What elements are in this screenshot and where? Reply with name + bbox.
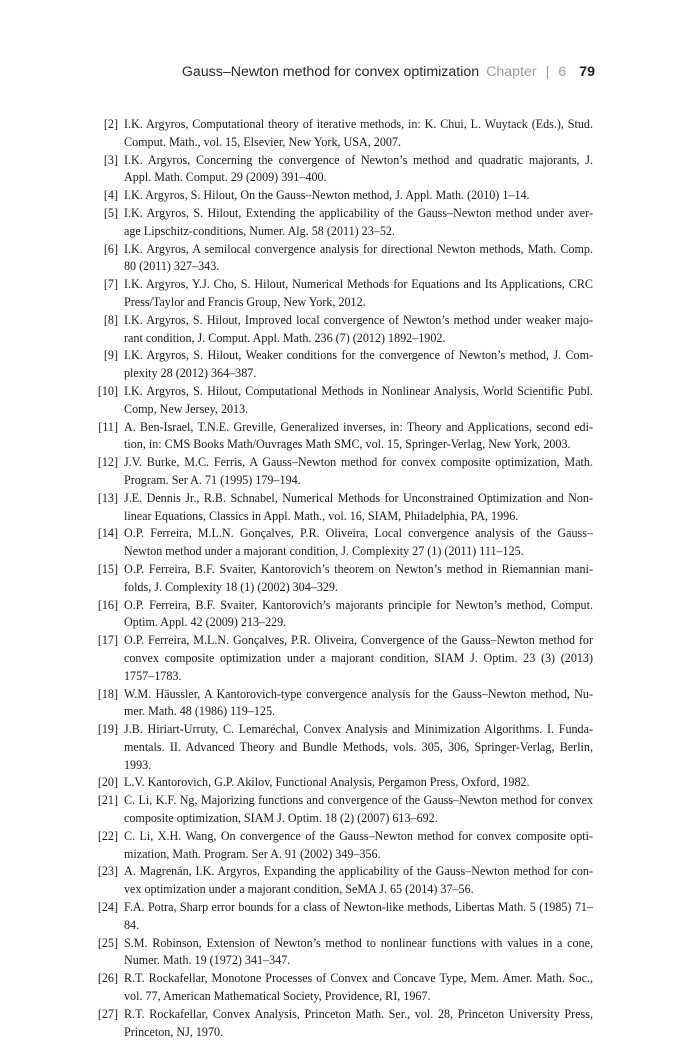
reference-number: [15] xyxy=(97,561,118,576)
running-title: Gauss–Newton method for convex optimization xyxy=(181,64,480,80)
reference-list xyxy=(93,116,593,1041)
reference-text: R.T. Rockafellar, Monotone Processes of Convex and Concave Type, Mem. Amer. Math. Soc., vol. 77, American Mathematical Society, Providence, RI, 1967. xyxy=(124,971,593,1004)
reference-text: I.K. Argyros, S. Hilout, Weaker conditions for the convergence of Newton’s method, J. Com-plexity 28 (2012) 364–387. xyxy=(124,348,593,381)
reference-text: I.K. Argyros, Y.J. Cho, S. Hilout, Numerical Methods for Equations and Its Applications, CRC Press/Taylor and Francis Group, New York, 2012. xyxy=(124,277,593,309)
reference-number: [18] xyxy=(97,686,118,701)
reference-number: [20] xyxy=(97,775,118,790)
reference-entry xyxy=(93,774,593,792)
reference-entry xyxy=(93,632,593,685)
reference-number: [26] xyxy=(97,971,118,986)
reference-number: [25] xyxy=(97,935,118,950)
reference-text: O.P. Ferreira, B.F. Svaiter, Kantorovich’s majorants principle for Newton’s method, Comput. Optim. Appl. 42 (2009) 213–229. xyxy=(124,597,593,630)
reference-entry xyxy=(93,383,593,419)
reference-number: [19] xyxy=(97,722,118,737)
reference-text: O.P. Ferreira, M.L.N. Gonçalves, P.R. Oliveira, Convergence of the Gauss–Newton method for convex composite optimization under a majorant condition, SIAM J. Optim. 23 (3) (2013) 1757–1783. xyxy=(124,633,593,683)
reference-entry xyxy=(93,454,593,490)
reference-number: [2] xyxy=(103,117,118,131)
reference-number: [9] xyxy=(103,348,118,363)
reference-entry xyxy=(93,686,593,722)
reference-entry xyxy=(93,187,593,205)
reference-text: A. Magrenán, I.K. Argyros, Expanding the applicability of the Gauss–Newton method for con-vex optimization under a majorant condition, SeMA J. 65 (2014) 37–56. xyxy=(124,864,593,897)
reference-number: [11] xyxy=(98,419,118,434)
reference-text: I.K. Argyros, S. Hilout, Extending the applicability of the Gauss–Newton method under aver-age Lipschitz-conditions, Numer. Alg. 58 (2011) 23–52. xyxy=(124,205,593,238)
reference-text: I.K. Argyros, Computational theory of iterative methods, in: K. Chui, L. Wuytack (Eds.), Stud. Comput. Math., vol. 15, Elsevier, New York, USA, 2007. xyxy=(124,117,593,149)
reference-text: I.K. Argyros, S. Hilout, Improved local convergence of Newton’s method under weaker majo-rant condition, J. Comput. Appl. Math. 236 (7) (2012) 1892–1902. xyxy=(124,312,593,345)
reference-number: [3] xyxy=(103,152,118,167)
chapter-label: Chapter xyxy=(486,64,537,80)
reference-text: O.P. Ferreira, B.F. Svaiter, Kantorovich’s theorem on Newton’s method in Riemannian mani-folds, J. Complexity 18 (1) (2002) 304–329. xyxy=(124,561,593,594)
reference-entry xyxy=(93,561,593,597)
reference-entry xyxy=(93,490,593,526)
reference-text: I.K. Argyros, S. Hilout, On the Gauss–Newton method, J. Appl. Math. (2010) 1–14. xyxy=(124,188,530,203)
reference-entry xyxy=(93,205,593,241)
reference-number: [22] xyxy=(97,828,118,843)
reference-text: S.M. Robinson, Extension of Newton’s method to nonlinear functions with values in a cone, Numer. Math. 19 (1972) 341–347. xyxy=(124,935,593,968)
reference-entry xyxy=(93,828,593,864)
reference-text: J.E. Dennis Jr., R.B. Schnabel, Numerical Methods for Unconstrained Optimization and Non-linear Equations, Classics in Appl. Math., vol. 16, SIAM, Philadelphia, PA, 1996. xyxy=(124,490,593,523)
reference-text: J.V. Burke, M.C. Ferris, A Gauss–Newton method for convex composite optimization, Math. Program. Ser A. 71 (1995) 179–194. xyxy=(124,455,593,487)
reference-entry xyxy=(93,970,593,1006)
reference-entry xyxy=(93,863,593,899)
reference-entry xyxy=(93,721,593,774)
chapter-number: 6 xyxy=(558,64,567,80)
reference-number: [6] xyxy=(103,241,118,256)
reference-number: [5] xyxy=(103,205,118,220)
reference-number: [10] xyxy=(97,383,118,398)
reference-entry xyxy=(93,312,593,348)
reference-entry xyxy=(93,597,593,633)
reference-number: [17] xyxy=(97,633,118,648)
reference-number: [23] xyxy=(97,864,118,879)
reference-text: C. Li, K.F. Ng, Majorizing functions and convergence of the Gauss–Newton method for convex composite optimization, SIAM J. Optim. 18 (2) (2007) 613–692. xyxy=(124,793,593,826)
reference-text: I.K. Argyros, A semilocal convergence analysis for directional Newton methods, Math. Comp. 80 (2011) 327–343. xyxy=(124,241,593,274)
reference-entry xyxy=(93,935,593,971)
reference-entry xyxy=(93,792,593,828)
reference-entry xyxy=(93,241,593,277)
page-number: 79 xyxy=(579,64,595,80)
reference-entry xyxy=(93,276,593,312)
reference-text: J.B. Hiriart-Urruty, C. Lemaréchal, Convex Analysis and Minimization Algorithms. I. Funda-mentals. II. Advanced Theory and Bundle Methods, vols. 305, 306, Springer-Verlag, Berlin, 1993. xyxy=(124,722,593,772)
reference-text: F.A. Potra, Sharp error bounds for a class of Newton-like methods, Libertas Math. 5 (1985) 71–84. xyxy=(124,900,593,932)
running-header xyxy=(182,64,595,80)
reference-number: [27] xyxy=(97,1006,118,1021)
reference-number: [24] xyxy=(97,900,118,915)
reference-number: [8] xyxy=(103,312,118,327)
reference-entry xyxy=(93,419,593,455)
reference-text: I.K. Argyros, Concerning the convergence of Newton’s method and quadratic majorants, J. Appl. Math. Comput. 29 (2009) 391–400. xyxy=(124,152,593,185)
header-separator: | xyxy=(545,64,550,80)
reference-number: [13] xyxy=(97,490,118,505)
reference-text: R.T. Rockafellar, Convex Analysis, Princeton Math. Ser., vol. 28, Princeton University Press, Princeton, NJ, 1970. xyxy=(124,1006,593,1039)
reference-entry xyxy=(93,116,593,152)
reference-entry xyxy=(93,525,593,561)
reference-number: [7] xyxy=(103,277,118,292)
reference-number: [16] xyxy=(97,597,118,612)
reference-number: [21] xyxy=(97,793,118,808)
reference-text: L.V. Kantorovich, G.P. Akilov, Functional Analysis, Pergamon Press, Oxford, 1982. xyxy=(124,775,530,790)
reference-number: [14] xyxy=(97,526,118,541)
reference-entry xyxy=(93,1006,593,1041)
reference-text: W.M. Häussler, A Kantorovich-type convergence analysis for the Gauss–Newton method, Nu-mer. Math. 48 (1986) 119–125. xyxy=(124,686,593,719)
reference-text: C. Li, X.H. Wang, On convergence of the Gauss–Newton method for convex composite opti-mization, Math. Program. Ser A. 91 (2002) 349–356. xyxy=(124,828,593,861)
reference-number: [12] xyxy=(97,455,118,470)
reference-entry xyxy=(93,152,593,188)
reference-text: A. Ben-Israel, T.N.E. Greville, Generalized inverses, in: Theory and Applications, second edi-tion, in: CMS Books Math/Ouvrages Math SMC, vol. 15, Springer-Verlag, New York, 2003. xyxy=(124,419,593,452)
reference-text: I.K. Argyros, S. Hilout, Computational Methods in Nonlinear Analysis, World Scientific Publ. Comp, New Jersey, 2013. xyxy=(124,383,593,416)
reference-entry xyxy=(93,899,593,935)
reference-text: O.P. Ferreira, M.L.N. Gonçalves, P.R. Oliveira, Local convergence analysis of the Gauss–Newton method under a majorant condition, J. Complexity 27 (1) (2011) 111–125. xyxy=(124,526,593,559)
reference-number: [4] xyxy=(103,188,118,203)
reference-entry xyxy=(93,347,593,383)
